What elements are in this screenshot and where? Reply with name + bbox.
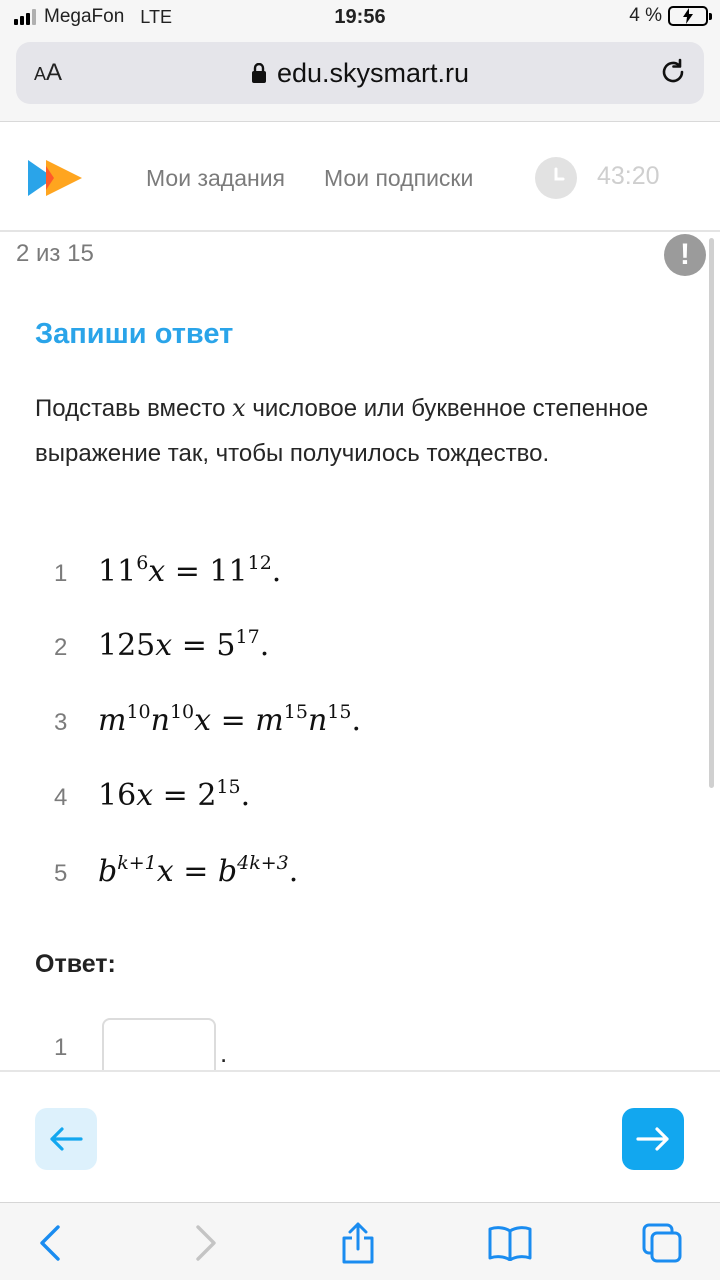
item-number: 1 bbox=[54, 560, 68, 587]
report-problem-button[interactable]: ! bbox=[664, 234, 706, 276]
task-navigation bbox=[0, 1070, 720, 1202]
text-size-button[interactable]: AA bbox=[34, 59, 63, 86]
carrier-name: MegaFon bbox=[44, 6, 125, 27]
status-time: 19:56 bbox=[334, 6, 386, 28]
item-number: 4 bbox=[54, 784, 68, 811]
task-progress: 2 из 15 bbox=[16, 240, 94, 267]
tabs-icon bbox=[641, 1222, 683, 1264]
book-icon bbox=[488, 1225, 532, 1261]
arrow-left-icon bbox=[49, 1127, 83, 1151]
tabs-button[interactable] bbox=[640, 1221, 684, 1265]
task-item-1 bbox=[0, 552, 720, 596]
status-bar bbox=[0, 0, 720, 36]
browser-top-chrome bbox=[0, 0, 720, 122]
task-item-3 bbox=[0, 701, 720, 745]
task-title: Запиши ответ bbox=[35, 318, 234, 350]
answer-input-1[interactable] bbox=[102, 1018, 216, 1070]
formula: $125x = 5^{17}$. bbox=[98, 626, 270, 663]
timer: 43:20 bbox=[597, 162, 660, 190]
task-item-5 bbox=[0, 852, 720, 896]
battery-percent: 4 % bbox=[629, 5, 662, 26]
clock-icon bbox=[535, 157, 577, 199]
formula: $16x = 2^{15}$. bbox=[98, 776, 251, 813]
item-number: 2 bbox=[54, 634, 68, 661]
task-instructions: Подставь вместо x числовое или буквенное степенное выражение так, чтобы получилось тождество. bbox=[35, 394, 649, 467]
status-right bbox=[629, 5, 708, 27]
lock-icon bbox=[251, 63, 267, 83]
previous-task-button[interactable] bbox=[35, 1108, 97, 1170]
back-button[interactable] bbox=[28, 1221, 72, 1265]
browser-toolbar bbox=[0, 1202, 720, 1280]
next-task-button[interactable] bbox=[622, 1108, 684, 1170]
bookmarks-button[interactable] bbox=[488, 1221, 532, 1265]
share-button[interactable] bbox=[336, 1221, 380, 1265]
chevron-left-icon bbox=[38, 1225, 62, 1261]
answer-label: Ответ: bbox=[35, 950, 116, 978]
app-header bbox=[0, 122, 720, 232]
url-text: edu.skysmart.ru bbox=[276, 58, 470, 88]
share-icon bbox=[340, 1221, 376, 1265]
variable-x: x bbox=[232, 394, 246, 422]
formula: $b^{k+1}x = b^{4k+3}$. bbox=[98, 852, 299, 889]
chevron-right-icon bbox=[194, 1225, 218, 1261]
answer-row-1 bbox=[0, 1018, 720, 1070]
arrow-right-icon bbox=[636, 1127, 670, 1151]
answer-suffix: . bbox=[220, 1038, 228, 1068]
address-bar[interactable] bbox=[16, 42, 704, 104]
task-item-4 bbox=[0, 776, 720, 820]
item-number: 3 bbox=[54, 709, 68, 736]
formula: $11^6x = 11^{12}$. bbox=[98, 552, 282, 589]
formula: $m^{10}n^{10}x = m^{15}n^{15}$. bbox=[98, 701, 361, 738]
url-display[interactable] bbox=[16, 58, 704, 89]
battery-charging-icon bbox=[668, 6, 708, 26]
network-type: LTE bbox=[140, 6, 172, 27]
skysmart-logo[interactable] bbox=[26, 156, 86, 200]
reload-icon[interactable] bbox=[658, 57, 688, 87]
forward-button[interactable] bbox=[184, 1221, 228, 1265]
task-content bbox=[0, 234, 720, 1070]
nav-my-tasks[interactable]: Мои задания bbox=[146, 165, 285, 191]
nav-my-subscriptions[interactable]: Мои подписки bbox=[324, 165, 474, 191]
task-item-2 bbox=[0, 626, 720, 670]
item-number: 5 bbox=[54, 860, 68, 887]
answer-number: 1 bbox=[54, 1034, 68, 1061]
